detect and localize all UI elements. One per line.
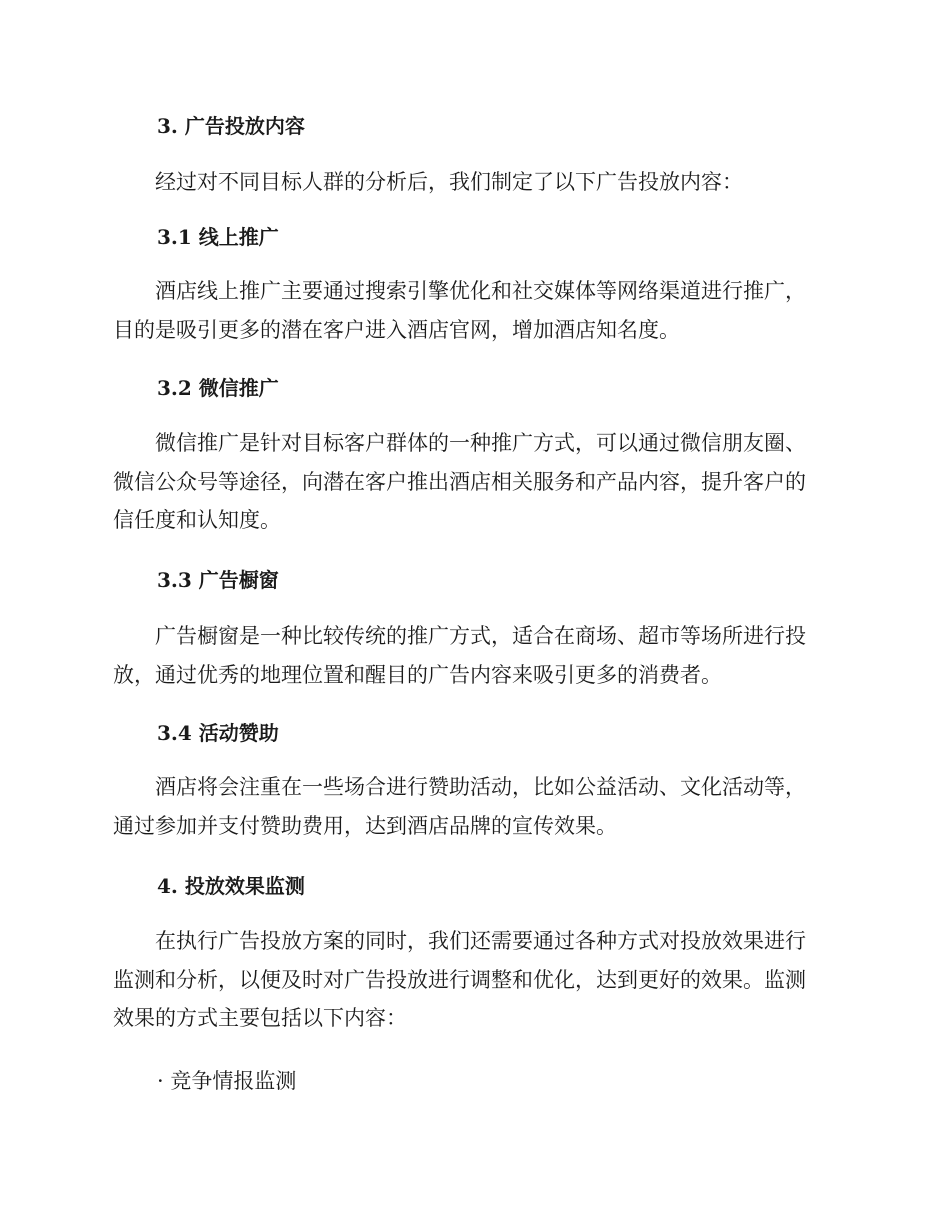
paragraph-3-2 — [113, 424, 833, 540]
paragraph-line: 效果的方式主要包括以下内容： — [113, 1006, 407, 1030]
section-heading-4: 4. 投放效果监测 — [157, 874, 305, 898]
intro-line: 经过对不同目标人群的分析后，我们制定了以下广告投放内容： — [155, 170, 743, 194]
section-heading-3-4: 3.4 活动赞助 — [157, 721, 279, 745]
section-heading-3-2: 3.2 微信推广 — [157, 376, 279, 400]
paragraph-3-1 — [113, 272, 833, 349]
section-heading-3-1: 3.1 线上推广 — [157, 225, 279, 249]
section-heading-3: 3. 广告投放内容 — [157, 114, 305, 138]
paragraph-line: 广告橱窗是一种比较传统的推广方式，适合在商场、超市等场所进行投 — [155, 624, 806, 648]
paragraph-4 — [113, 922, 833, 1038]
intro-paragraph — [113, 163, 833, 202]
paragraph-line: 酒店将会注重在一些场合进行赞助活动，比如公益活动、文化活动等， — [155, 775, 806, 799]
paragraph-line: 微信推广是针对目标客户群体的一种推广方式，可以通过微信朋友圈、 — [155, 431, 806, 455]
bullet-item: · 竞争情报监测 — [157, 1069, 297, 1093]
paragraph-line: 通过参加并支付赞助费用，达到酒店品牌的宣传效果。 — [113, 813, 617, 838]
paragraph-line: 酒店线上推广主要通过搜索引擎优化和社交媒体等网络渠道进行推广， — [155, 279, 806, 303]
paragraph-line: 微信公众号等途径，向潜在客户推出酒店相关服务和产品内容，提升客户的 — [113, 469, 806, 494]
paragraph-line: 放，通过优秀的地理位置和醒目的广告内容来吸引更多的消费者。 — [113, 662, 722, 687]
paragraph-line: 监测和分析，以便及时对广告投放进行调整和优化，达到更好的效果。监测 — [113, 967, 806, 992]
paragraph-line: 信任度和认知度。 — [113, 508, 281, 532]
paragraph-line: 在执行广告投放方案的同时，我们还需要通过各种方式对投放效果进行 — [155, 929, 806, 953]
paragraph-3-3 — [113, 617, 833, 694]
paragraph-3-4 — [113, 768, 833, 845]
paragraph-line: 目的是吸引更多的潜在客户进入酒店官网，增加酒店知名度。 — [113, 317, 680, 342]
section-heading-3-3: 3.3 广告橱窗 — [157, 568, 279, 592]
